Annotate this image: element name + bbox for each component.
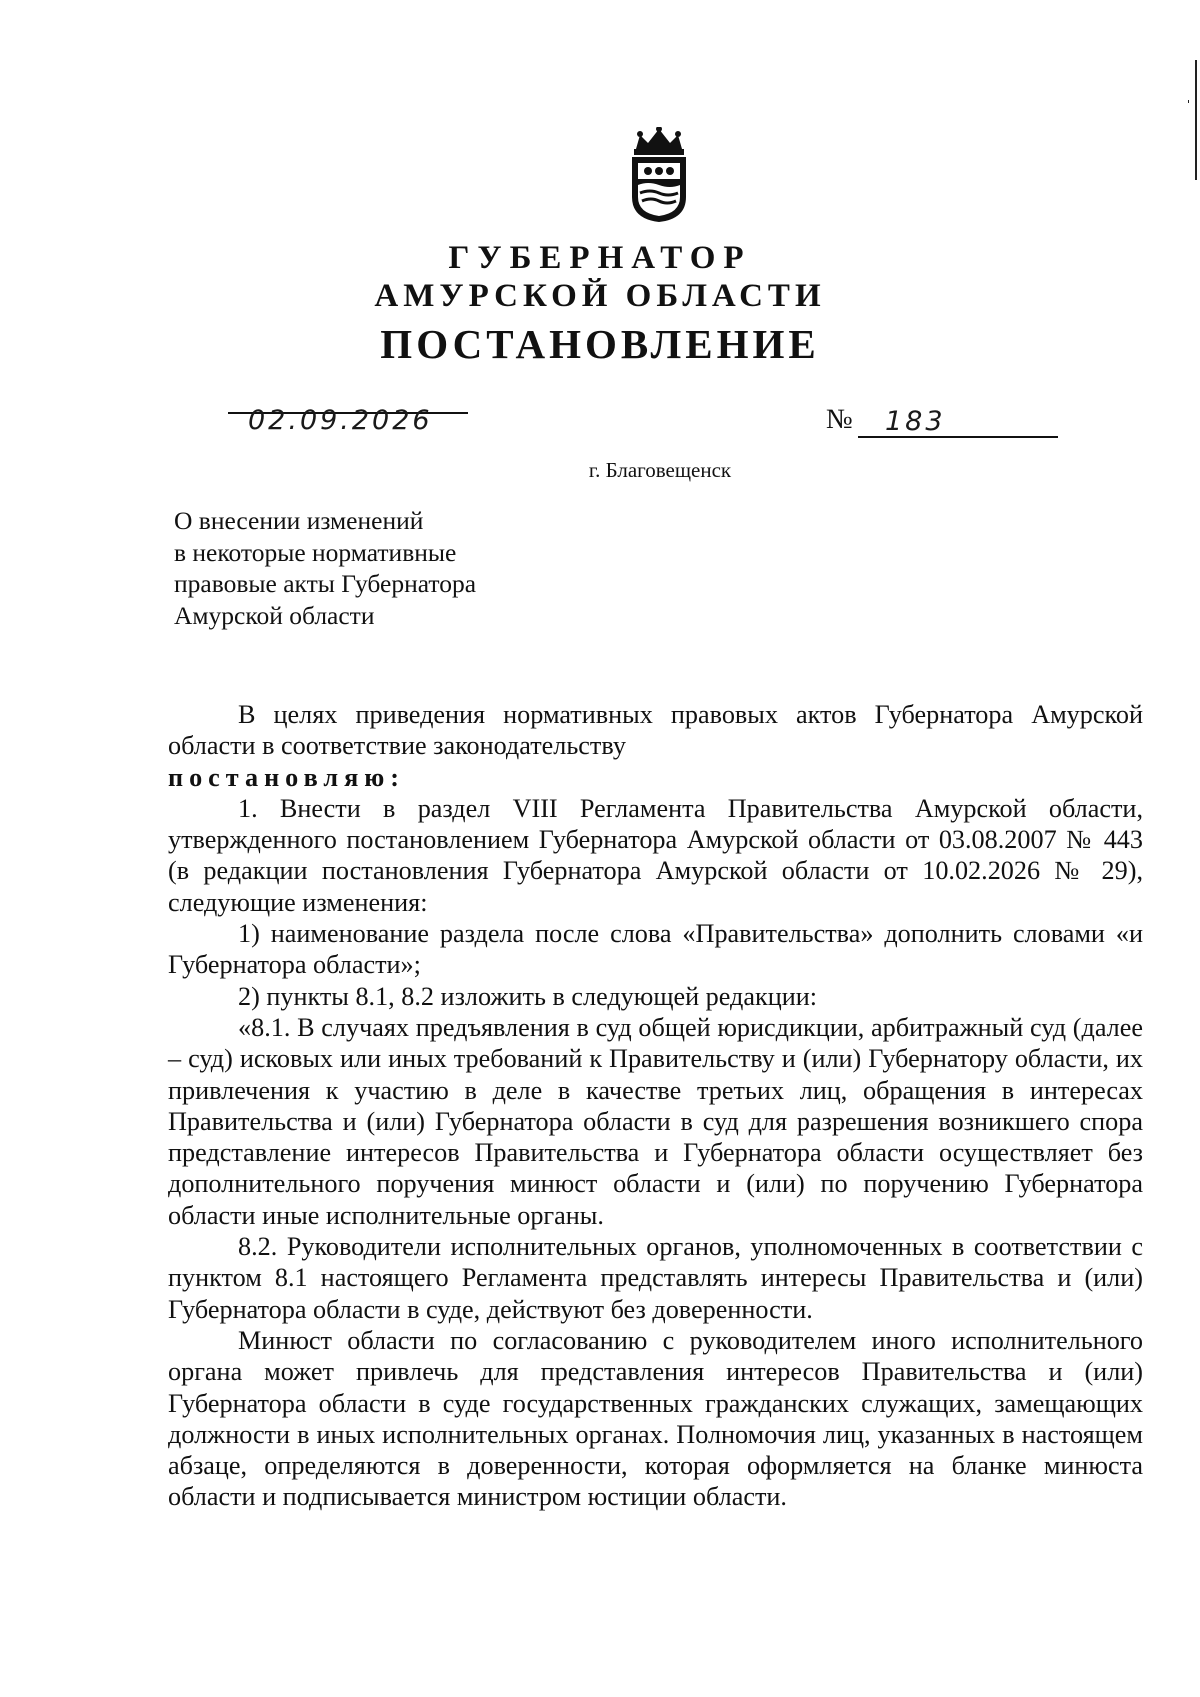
city: г. Благовещенск [588, 458, 732, 482]
paragraph: «8.1. В случаях предъявления в суд общей юрисдикции, арбитражный суд (далее – суд) исковых или иных требований к Правительству и (или) Губернатору области, их привлечения к участию в деле в качестве третьих лиц, обращения в интересах Правительства и (или) Губернатора области в суд для разрешения возникшего спора представление интересов Правительства и Губернатора области осуществляет без дополнительного поручения минюст области и (или) по поручению Губернатора области иные исполнительные органы. [168, 1012, 1143, 1230]
paragraph: 2) пункты 8.1, 8.2 изложить в следующей редакции: [238, 981, 818, 1011]
scan-edge-mark [1188, 100, 1189, 103]
number-sign: № [826, 404, 853, 435]
document-body [168, 699, 1143, 1513]
scan-edge-mark [1195, 60, 1197, 180]
paragraph: 1. Внести в раздел VIII Регламента Правительства Амурской области, утвержденного постановлением Губернатора Амурской области от 03.08.2007 № 443 (в редакции постановления Губернатора Амурской области от 10.02.2026 № 29), следующие изменения: [168, 793, 1143, 917]
subject-line: в некоторые нормативные [174, 537, 457, 567]
preamble: В целях приведения нормативных правовых актов Губернатора Амурской области в соответствие законодательству [168, 700, 1143, 761]
paragraph: 8.2. Руководители исполнительных органов, уполномоченных в соответствии с пунктом 8.1 настоящего Регламента представлять интересы Правительства и (или) Губернатора области в суде, действуют без доверенности. [168, 1232, 1143, 1324]
document-date: 02.09.2026 [248, 405, 433, 436]
subject-line: правовые акты Губернатора [174, 569, 477, 598]
paragraph: Минюст области по согласованию с руководителем иного исполнительного органа может привлечь для представления интересов Правительства и (или) Губернатора области в суде государственных гражданских служащих, замещающих должности в иных исполнительных органах. Полномочия лиц, указанных в настоящем абзаце, определяются в доверенности, которая оформляется на бланке минюста области и подписывается министром юстиции области. [168, 1325, 1143, 1512]
coat-of-arms-icon [626, 127, 692, 223]
document-number: 183 [885, 406, 946, 437]
subject-line: Амурской области [174, 600, 375, 630]
issuer-title: ГУБЕРНАТОР [448, 240, 752, 276]
decree-word: постановляю: [168, 762, 406, 792]
document-subject [174, 505, 476, 631]
document-type: ПОСТАНОВЛЕНИЕ [380, 321, 820, 367]
subject-line: О внесении изменений [174, 506, 424, 535]
issuer-region: АМУРСКОЙ ОБЛАСТИ [374, 278, 826, 314]
paragraph: 1) наименование раздела после слова «Правительства» дополнить словами «и Губернатора области»; [168, 919, 1143, 980]
